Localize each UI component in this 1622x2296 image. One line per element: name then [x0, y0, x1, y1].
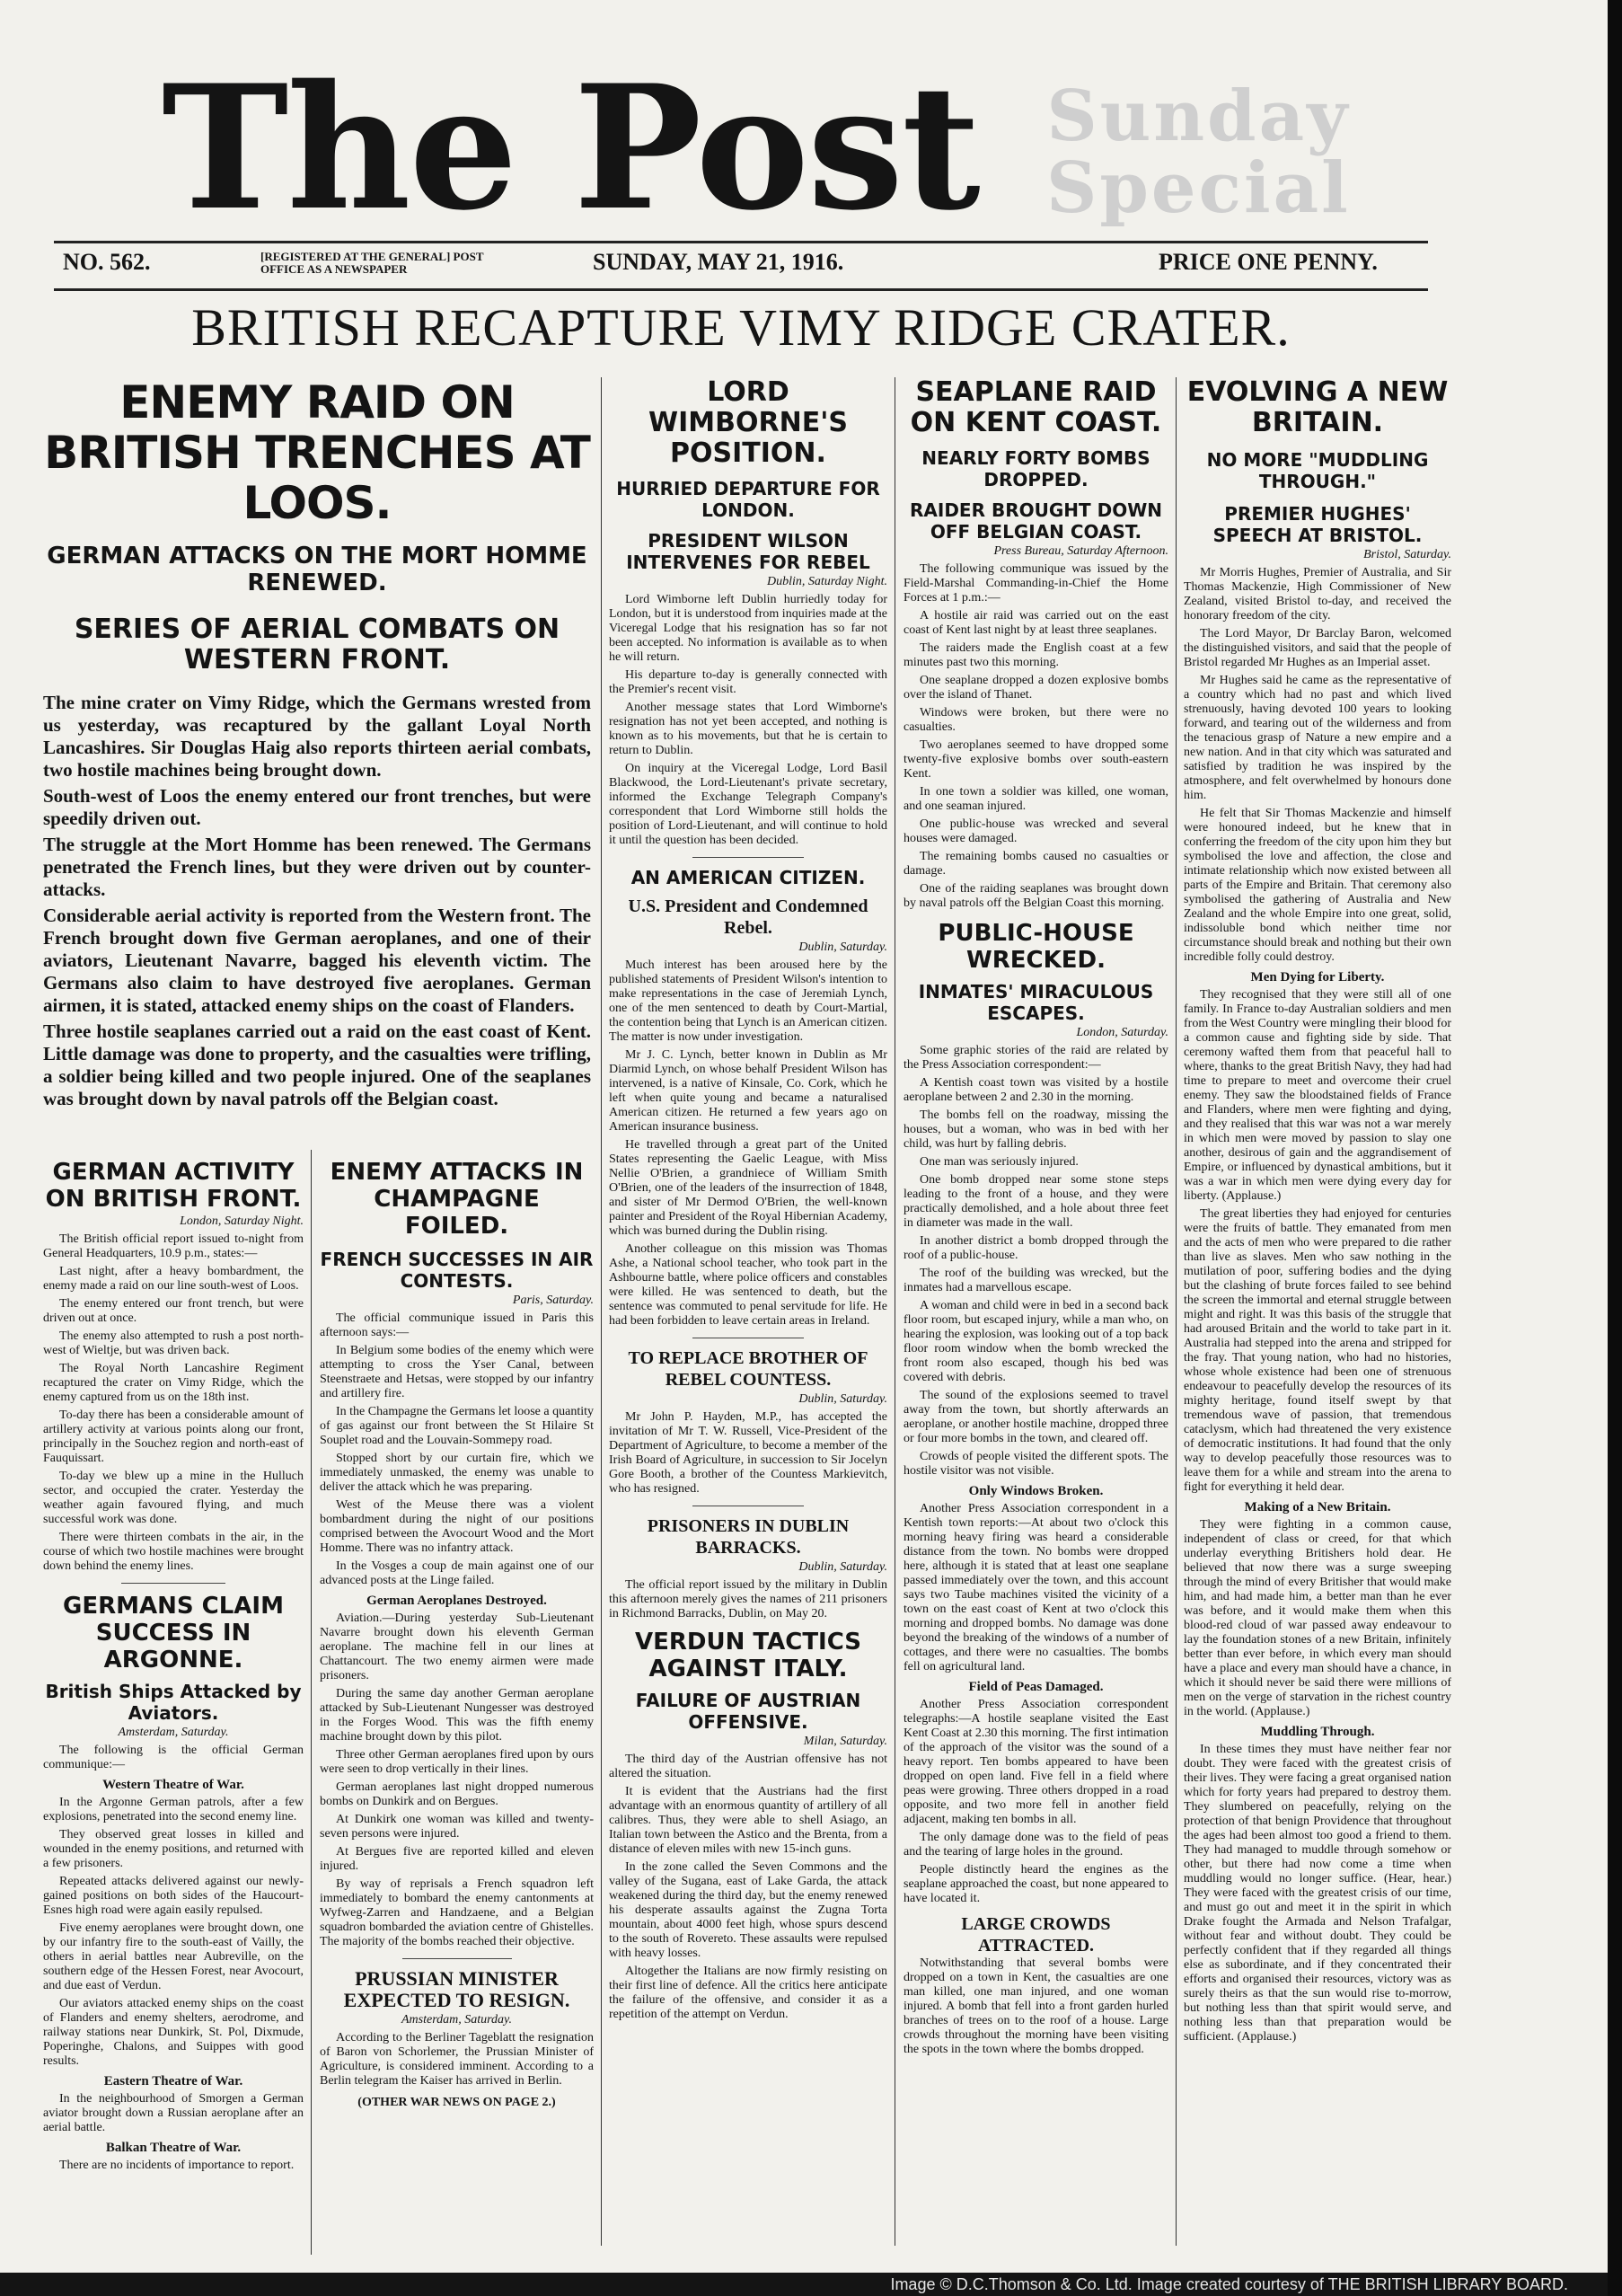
lead-paragraph: Considerable aerial activity is reported from the Western front. The French brought down five German aeroplanes, and one of their aviators, Lieutenant Navarre, bagged his eleventh victim. The Germans also claim to have destroyed five aeroplanes. German airmen, it is stated, attacked enemy ships on the coast of Flanders. — [43, 905, 591, 1016]
headline-new-britain: EVOLVING A NEW BRITAIN. — [1186, 377, 1449, 438]
subhead-raider-brought-down: RAIDER BROUGHT DOWN OFF BELGIAN COAST. — [910, 499, 1162, 543]
paragraph: They were fighting in a common cause, independent of class or creed, for that which underlay everything Britishers hold dear. He believed that now there was a surge sweeping through the mind of every Britisher that would make him, and had made him, a better man than he ever was before, and it would make them when this blood-red cloud of war passed away endeavour to lay the foundation stones of a new Britain, infinitely better than ever before, in which every man should have a place and every man should have a chance, in which it should never be said there were millions of men on the verge of starvation in the richest country in the world. (Applause.) — [1184, 1518, 1451, 1718]
paragraph: In these times they must have neither fear nor doubt. They were faced with the greatest crisis of their lives. They were facing a great organised nation which for forty years had prepared to destroy them. They slumbered on peacefully, relying on the protection of that benign Providence that throughout the ages had been almost too good a friend to them. They had managed to muddle through somehow or other, but there had now come a time when muddling would no longer suffice. (Hear, hear.) They were faced with the greatest crisis of our time, and must go out and meet it in the spirit in which Drake fought the Armada and Nelson Trafalgar, without fear and without doubt. They could be perfectly confident that if they regarded all things else as subordinate, and if they concentrated their efforts and organised their resources, victory was as surely theirs as that the sun would rise to-morrow, but nothing less than that spirit would serve, and nothing less than that preparation would be sufficient. (Applause.) — [1184, 1743, 1451, 2044]
paragraph: Much interest has been aroused here by the published statements of President Wilson's intention to make representations in the case of Jeremiah Lynch, one of the men sentenced to death by Court-Martial, the contention being that Lynch is an American citizen. The matter is now under investigation. — [609, 958, 887, 1044]
dateline: Dublin, Saturday. — [798, 940, 887, 954]
paragraph: The enemy entered our front trench, but were driven out at once. — [43, 1297, 304, 1325]
paragraph: Repeated attacks delivered against our newly-gained positions on both sides of the Haucourt-Esnes high road were again easily repulsed. — [43, 1875, 304, 1917]
paragraph: The only damage done was to the field of peas and the tearing of large holes in the ground. — [904, 1831, 1168, 1859]
paragraph: He travelled through a great part of the United States representing the Gaelic League, with Miss Nellie O'Brien, a grandniece of William Smith O'Brien, one of the leaders of the insurrection of 1848, and sister of Mr Dermod O'Brien, the well-known painter and President of the Royal Hibernian Academy, which was burned during the Dublin rising. — [609, 1138, 887, 1238]
subhead-austrian-offensive: FAILURE OF AUSTRIAN OFFENSIVE. — [635, 1690, 861, 1733]
subhead-forty-bombs: NEARLY FORTY BOMBS DROPPED. — [921, 447, 1150, 490]
divider — [121, 1583, 225, 1584]
paragraph: Another Press Association correspondent telegraphs:—A hostile seaplane visited the East Kent Coast at 2.30 this morning. The first intimation of the approach of the visitor was the sound of a heavy report. Ten bombs appeared to have been dropped on open land. Five fell in a field where peas were growing. Three others dropped in a road opposite, and two more fell in another field adjacent, making ten bombs in all. — [904, 1698, 1168, 1826]
dateline: Paris, Saturday. — [512, 1294, 594, 1307]
paragraph: Lord Wimborne left Dublin hurriedly today for London, but it is understood from inquiries made at the Viceregal Lodge that his resignation has so far not been accepted. No information is available as to when he will return. — [609, 593, 887, 664]
paragraph: It is evident that the Austrians had the first advantage with an enormous quantity of artillery of all calibres. Thus, they were able to shell Asiago, an Italian town between the Astico and the Brenta, from a distance of eleven miles with new 15-inch guns. — [609, 1785, 887, 1856]
paragraph: The bombs fell on the roadway, missing the houses, but a woman, who was in bed with her child, was hurt by falling debris. — [904, 1108, 1168, 1151]
headline-large-crowds: LARGE CROWDS ATTRACTED. — [961, 1914, 1111, 1956]
paragraph: In the Vosges a coup de main against one of our advanced posts at the Linge failed. — [320, 1559, 594, 1587]
paragraph: They observed great losses in killed and wounded in the enemy positions, and returned with a few prisoners. — [43, 1828, 304, 1870]
special-line-1: Sunday — [1046, 75, 1351, 157]
paragraph: Three other German aeroplanes fired upon by ours were seen to drop vertically in their lines. — [320, 1748, 594, 1776]
dateline: Milan, Saturday. — [803, 1735, 887, 1748]
issue-number: NO. 562. — [63, 249, 151, 275]
divider — [402, 1958, 512, 1959]
paragraph: German aeroplanes last night dropped numerous bombs on Dunkirk and on Bergues. — [320, 1780, 594, 1808]
lead-subhead-1: GERMAN ATTACKS ON THE MORT HOMME RENEWED. — [47, 543, 587, 596]
lead-paragraph: Three hostile seaplanes carried out a raid on the east coast of Kent. Little damage was done to property, and the casualties were trifling, a soldier being killed and two people injured. One of the seaplanes was brought down by naval patrols off the Belgian coast. — [43, 1020, 591, 1109]
subhead-men-dying: Men Dying for Liberty. — [1250, 970, 1385, 985]
lead-subhead-2: SERIES OF AERIAL COMBATS ON WESTERN FRONT. — [74, 614, 560, 676]
paragraph: One of the raiding seaplanes was brought down by naval patrols off the Belgian Coast this morning. — [904, 882, 1168, 910]
paragraph: Notwithstanding that several bombs were dropped on a town in Kent, the casualties are one man killed, one man injured, and one woman injured. A bomb that fell into a front garden hurled branches of trees on to the roof of a house. Large crowds throughout the morning have been visiting the spots in the town where the bombs dropped. — [904, 1956, 1168, 2056]
column-new-britain — [1184, 377, 1451, 2246]
subhead-miraculous-escapes: INMATES' MIRACULOUS ESCAPES. — [918, 981, 1154, 1024]
paragraph: A hostile air raid was carried out on the east coast of Kent last night by at least three seaplanes. — [904, 609, 1168, 637]
paragraph: One public-house was wrecked and several houses were damaged. — [904, 817, 1168, 845]
issue-info-bar — [54, 241, 1428, 291]
headline-wimborne: LORD WIMBORNE'S POSITION. — [648, 377, 848, 469]
column-champagne — [320, 1159, 594, 2255]
headline-american-citizen: AN AMERICAN CITIZEN. — [630, 867, 866, 888]
paragraph: The Lord Mayor, Dr Barclay Baron, welcomed the distinguished visitors, and said that the people of Bristol regarded Mr Hughes as an Imperial asset. — [1184, 627, 1451, 669]
column-seaplane-raid — [904, 377, 1168, 2246]
paragraph: One bomb dropped near some stone steps leading to the front of a house, and they were practically demolished, and a hole about three feet in diameter was made in the wall. — [904, 1173, 1168, 1230]
headline-argonne: GERMANS CLAIM SUCCESS IN ARGONNE. — [63, 1593, 284, 1673]
paragraph: At Bergues five are reported killed and eleven injured. — [320, 1845, 594, 1873]
special-line-2: Special — [1046, 147, 1351, 229]
headline-champagne: ENEMY ATTACKS IN CHAMPAGNE FOILED. — [330, 1159, 584, 1240]
paragraph: Mr Hughes said he came as the representative of a country which had no past and which lived strenuously, having devoted 100 years to looking forward, and tearing out of the wilderness and from the tenacious grasp of Nature a new empire and a new nation. And in that city which was saturated and satisfied by tradition he was inspired by the atmosphere, and felt overwhelmed by honours done him. — [1184, 674, 1451, 802]
dateline: London, Saturday. — [1076, 1026, 1168, 1039]
subhead-muddling: Muddling Through. — [1260, 1725, 1375, 1739]
paragraph: Two aeroplanes seemed to have dropped some twenty-five explosive bombs over south-eastern Kent. — [904, 738, 1168, 781]
dateline: Dublin, Saturday. — [798, 1560, 887, 1574]
registration-note: [REGISTERED AT THE GENERAL] POST OFFICE AS A NEWSPAPER — [260, 250, 484, 276]
paragraph: Windows were broken, but there were no casualties. — [904, 706, 1168, 734]
column-wimborne — [609, 377, 887, 2246]
divider — [692, 857, 804, 858]
paragraph: In the Champagne the Germans let loose a quantity of gas against our front between the St Hilaire St Souplet road and the Louvain-Sommepy road. — [320, 1405, 594, 1447]
paragraph: Another Press Association correspondent in a Kentish town reports:—At about two o'clock this morning heavy firing was heard a considerable distance from the town. No bombs were dropped here, although it is stated that at least one seaplane passed immediately over the town, and this account says two Taube machines visited the vicinity of a town on the east coast of Kent at two o'clock this morning and dropped bombs. No damage was done beyond the breaking of the windows of a number of cottages, and there were no casualties. The bombs fell on agricultural land. — [904, 1502, 1168, 1673]
paragraph: The official report issued by the military in Dublin this afternoon merely gives the names of 211 prisoners in Richmond Barracks, Dublin, on May 20. — [609, 1578, 887, 1620]
paragraph: Stopped short by our curtain fire, which we immediately unmasked, the enemy was unable to deliver the attack which he was preparing. — [320, 1452, 594, 1494]
dateline: London, Saturday Night. — [180, 1214, 304, 1228]
subhead-president-wilson: PRESIDENT WILSON INTERVENES FOR REBEL — [626, 530, 870, 573]
paragraph: Mr Morris Hughes, Premier of Australia, and Sir Thomas Mackenzie, High Commissioner of New Zealand, visited Bristol to-day, and received the honorary freedom of the city. — [1184, 566, 1451, 623]
paragraph: Our aviators attacked enemy ships on the coast of Flanders and enemy shelters, aerodrome, and railway stations near Dunkirk, St. Pol, Dixmude, Poperinghe, Chalons, and Suippes with good results. — [43, 1997, 304, 2068]
subhead-condemned-rebel: U.S. President and Condemned Rebel. — [628, 896, 868, 938]
subhead-british-ships: British Ships Attacked by Aviators. — [45, 1681, 302, 1724]
dateline: Bristol, Saturday. — [1363, 548, 1451, 561]
paragraph: In the neighbourhood of Smorgen a German aviator brought down a Russian aeroplane after an aerial battle. — [43, 2092, 304, 2134]
lead-paragraph: South-west of Loos the enemy entered our front trenches, but were speedily driven out. — [43, 785, 591, 829]
paragraph: In the zone called the Seven Commons and the valley of the Sugana, east of Lake Garda, the attack weakened during the third day, but the enemy renewed his desperate assaults against the Zugna Torta mountain, about 4000 feet high, whose spurs descend to the south of Rovereto. These assaults were repulsed with heavy losses. — [609, 1860, 887, 1960]
subhead-western-theatre: Western Theatre of War. — [102, 1778, 244, 1792]
paragraph: There are no incidents of importance to report. — [59, 2159, 295, 2172]
paragraph: According to the Berliner Tageblatt the resignation of Baron von Schorlemer, the Prussian Minister of Agriculture, is considered imminent. According to a Berlin telegram the Kaiser has arrived in Berlin. — [320, 2031, 594, 2088]
subhead-muddling-through: NO MORE "MUDDLING THROUGH." — [1206, 449, 1429, 492]
paragraph: One seaplane dropped a dozen explosive bombs over the island of Thanet. — [904, 674, 1168, 702]
paragraph: Crowds of people visited the different spots. The hostile visitor was not visible. — [904, 1450, 1168, 1478]
main-banner-headline: BRITISH RECAPTURE VIMY RIDGE CRATER. — [191, 298, 1291, 357]
other-war-news-note: (OTHER WAR NEWS ON PAGE 2.) — [357, 2096, 556, 2109]
paragraph: Five enemy aeroplanes were brought down, one by our infantry fire to the south-east of Vailly, the others in aerial battles near Aubreville, on the southern edge of the Hessen Forest, near Avocourt, and due east of Verdun. — [43, 1921, 304, 1992]
masthead — [54, 48, 1581, 248]
subhead-aeroplanes-destroyed: German Aeroplanes Destroyed. — [366, 1594, 547, 1608]
paragraph: Another message states that Lord Wimborne's resignation has not yet been accepted, and nothing is known as to his movements, but that he is certain to return to Dublin. — [609, 701, 887, 757]
dateline: Dublin, Saturday Night. — [766, 575, 887, 588]
headline-rebel-countess: TO REPLACE BROTHER OF REBEL COUNTESS. — [628, 1348, 868, 1390]
paragraph: A woman and child were in bed in a second back floor room, but escaped injury, while a man who, on hearing the explosion, was looking out of a top back floor room window when the bomb wrecked the front room also escaped, though his bed was covered with debris. — [904, 1299, 1168, 1384]
paragraph: The remaining bombs caused no casualties or damage. — [904, 850, 1168, 878]
paragraph: In the Argonne German patrols, after a few explosions, penetrated into the second enemy line. — [43, 1796, 304, 1824]
paragraph: At Dunkirk one woman was killed and twenty-seven persons were injured. — [320, 1813, 594, 1841]
paragraph: The great liberties they had enjoyed for centuries were the fruits of battle. They emanated from men and the acts of men who were prepared to die rather than live as slaves. Men who saw nothing in the mutilation of poor, suffering bodies and the dying but the clashing of brute forces failed to see behind the screen the immortal and eternal struggle between might and right. It was this basis of the struggle that had aroused Britain and the world to take part in it. Australia had stepped into the arena and stripped for the fray. That young nation, who had no histories, whose whole existence had been one of strenuous endeavour to peacefully develop the resources of its mighty heritage, found itself swept by that tremendous wave of passion, that tremendous cataclysm, which had threatened the very existence of democratic institutions. It had found that the only way to develop peacefully those resources was to leave them for a while and stream into the arena to fight for everything it held dear. — [1184, 1207, 1451, 1494]
paragraph: On inquiry at the Viceregal Lodge, Lord Basil Blackwood, the Lord-Lieutenant's private secretary, informed the Exchange Telegraph Company's correspondent that Lord Wimborne still holds the position of Lord-Lieutenant, and will continue to hold it until the question has been decided. — [609, 762, 887, 847]
paragraph: The raiders made the English coast at a few minutes past two this morning. — [904, 641, 1168, 669]
paragraph: The third day of the Austrian offensive has not altered the situation. — [609, 1753, 887, 1780]
paragraph: Mr J. C. Lynch, better known in Dublin as Mr Diarmid Lynch, on whose behalf President Wilson has intervened, is a native of Kinsale, Co. Cork, which he left when quite young and became a naturalised American citizen. He returned a few years ago on American insurance business. — [609, 1048, 887, 1134]
dateline: Press Bureau, Saturday Afternoon. — [993, 544, 1168, 558]
sunday-special-stamp — [1046, 75, 1351, 229]
paragraph: The official communique issued in Paris this afternoon says:— — [320, 1311, 594, 1339]
paragraph: The following is the official German communique:— — [43, 1744, 304, 1771]
paragraph: To-day we blew up a mine in the Hulluch sector, and occupied the crater. Yesterday the weather again favoured flying, and much successful work was done. — [43, 1470, 304, 1526]
paragraph: In another district a bomb dropped through the roof of a public-house. — [904, 1234, 1168, 1262]
paragraph: There were thirteen combats in the air, in the course of which two hostile machines were brought down behind the enemy lines. — [43, 1531, 304, 1573]
subhead-field-of-peas: Field of Peas Damaged. — [968, 1680, 1104, 1694]
subhead-making-new-britain: Making of a New Britain. — [1244, 1500, 1391, 1514]
column-german-activity — [43, 1159, 304, 2255]
paragraph: One man was seriously injured. — [920, 1155, 1079, 1169]
headline-prussian-minister: PRUSSIAN MINISTER EXPECTED TO RESIGN. — [343, 1967, 570, 2011]
paragraph: The Royal North Lancashire Regiment recaptured the crater on Vimy Ridge, which the enemy captured from us on the 18th inst. — [43, 1362, 304, 1404]
paragraph: The enemy also attempted to rush a post north-west of Wieltje, but was driven back. — [43, 1329, 304, 1357]
column-rule — [311, 1150, 312, 2255]
subhead-windows-broken: Only Windows Broken. — [968, 1484, 1104, 1498]
paragraph: The British official report issued to-night from General Headquarters, 10.9 p.m., states:— — [43, 1232, 304, 1260]
lead-paragraph: The mine crater on Vimy Ridge, which the Germans wrested from us yesterday, was recaptured by the gallant Loyal North Lancashires. Sir Douglas Haig also reports thirteen aerial combats, two hostile machines being brought down. — [43, 692, 591, 781]
paragraph: In Belgium some bodies of the enemy which were attempting to cross the Yser Canal, between Steenstraete and Hetsas, were stopped by our infantry and artillery fire. — [320, 1344, 594, 1400]
paragraph: Altogether the Italians are now firmly resisting on their first line of defence. All the critics here anticipate the failure of the offensive, and consider it as a repetition of the attempt on Verdun. — [609, 1965, 887, 2021]
paragraph: By way of reprisals a French squadron left immediately to bombard the enemy cantonments at Wyfweg-Zarren and Handzaene, and a Belgian squadron bombarded the aviation centre of Ghistelles. The majority of the bombs reached their objective. — [320, 1877, 594, 1948]
headline-public-house-wrecked: PUBLIC-HOUSE WRECKED. — [938, 920, 1134, 974]
scan-edge — [1608, 0, 1622, 2296]
column-rule — [1176, 377, 1177, 2246]
headline-dublin-barracks: PRISONERS IN DUBLIN BARRACKS. — [647, 1516, 850, 1558]
paragraph: The following communique was issued by the Field-Marshal Commanding-in-Chief the Home Forces at 1 p.m.:— — [904, 562, 1168, 605]
dateline: Amsterdam, Saturday. — [401, 2013, 512, 2027]
paragraph: Some graphic stories of the raid are related by the Press Association correspondent:— — [904, 1044, 1168, 1072]
issue-date: SUNDAY, MAY 21, 1916. — [593, 249, 844, 275]
subhead-hughes-speech: PREMIER HUGHES' SPEECH AT BRISTOL. — [1212, 503, 1423, 546]
paragraph: In one town a soldier was killed, one woman, and one seaman injured. — [904, 785, 1168, 813]
paragraph: Last night, after a heavy bombardment, the enemy made a raid on our line south-west of Loos. — [43, 1265, 304, 1293]
headline-verdun-tactics: VERDUN TACTICS AGAINST ITALY. — [634, 1629, 862, 1682]
lead-paragraph: The struggle at the Mort Homme has been renewed. The Germans penetrated the French lines, but they were driven out by counter-attacks. — [43, 834, 591, 900]
paragraph: West of the Meuse there was a violent bombardment during the night of our positions comprised between the Avocourt Wood and the Mort Homme. There was no infantry attack. — [320, 1498, 594, 1555]
paragraph: A Kentish coast town was visited by a hostile aeroplane between 2 and 2.30 in the morning. — [904, 1076, 1168, 1104]
lead-headline: ENEMY RAID ON BRITISH TRENCHES AT LOOS. — [44, 377, 590, 529]
paragraph: During the same day another German aeroplane attacked by Sub-Lieutenant Nungesser was destroyed in the Forges Wood. This was the fifth enemy machine brought down by this pilot. — [320, 1687, 594, 1744]
newspaper-title: The Post — [162, 48, 979, 248]
headline-seaplane-raid: SEAPLANE RAID ON KENT COAST. — [910, 377, 1162, 438]
paragraph: Another colleague on this mission was Thomas Ashe, a National school teacher, who took part in the Ashbourne battle, where police officers and constables were killed. He was sentenced to death, but the sentence was commuted to penal servitude for life. He had been forbidden to leave certain areas in Ireland. — [609, 1242, 887, 1328]
dateline: Dublin, Saturday. — [798, 1392, 887, 1406]
paragraph: Mr John P. Hayden, M.P., has accepted the invitation of Mr T. W. Russell, Vice-President of the Department of Agriculture, to become a member of the Irish Board of Agriculture, in succession to Sir Jocelyn Gore Booth, a brother of the Countess Markievitch, who has resigned. — [609, 1410, 887, 1496]
paragraph: He felt that Sir Thomas Mackenzie and himself were honoured indeed, but he knew that in conferring the freedom of the city upon him they but symbolised the love and affection, the close and intimate relationship which now existed between all parts of the Empire and Britain. That ceremony also symbolised the gathering of Australia and New Zealand and the whole Empire into one great, solid, indissoluble bond which neither time nor circumstance should break and nothing but their own incredible folly could destroy. — [1184, 807, 1451, 964]
subhead-french-successes: FRENCH SUCCESSES IN AIR CONTESTS. — [320, 1249, 594, 1292]
paragraph: People distinctly heard the engines as the seaplane approached the coast, but none appeared to have located it. — [904, 1863, 1168, 1905]
headline-german-activity: GERMAN ACTIVITY ON BRITISH FRONT. — [45, 1159, 302, 1213]
paragraph: The sound of the explosions seemed to travel away from the town, but shortly afterwards an aeroplane, or another hostile machine, dropped three or four more bombs in the town, and cleared off. — [904, 1389, 1168, 1445]
paragraph: His departure to-day is generally connected with the Premier's recent visit. — [609, 668, 887, 696]
paragraph: To-day there has been a considerable amount of artillery activity at various points along our front, principally in the Souchez region and north-east of Fauquissart. — [43, 1409, 304, 1465]
paragraph: They recognised that they were still all of one family. In France to-day Australian soldiers and men from the West Country were mingling their blood for a common cause and fighting side by side. That ceremony wafted them from that peaceful hall to where, thanks to the great British Navy, they had had time to prepare to meet and overcome their cruel enemy. They saw the bloodstained fields of France and Flanders, where men were fighting and dying, and they realised that this war was not a war merely in which men were moved by passion to slay one another, desirous of gain and the aggrandisement of Empire, or influenced by dynastical ambitions, but it was a war in which men were dying every day for liberty. (Applause.) — [1184, 988, 1451, 1203]
subhead-hurried-departure: HURRIED DEPARTURE FOR LONDON. — [616, 478, 880, 521]
paragraph: The roof of the building was wrecked, but the inmates had a marvellous escape. — [904, 1267, 1168, 1294]
dateline: Amsterdam, Saturday. — [118, 1726, 229, 1739]
issue-price: PRICE ONE PENNY. — [1159, 249, 1378, 275]
subhead-balkan-theatre: Balkan Theatre of War. — [105, 2141, 242, 2155]
lead-story — [43, 377, 591, 1159]
paragraph: Aviation.—During yesterday Sub-Lieutenant Navarre brought down his eleventh German aeroplane. The machine fell in our lines at Chattancourt. The two enemy airmen were made prisoners. — [320, 1612, 594, 1682]
column-rule — [601, 377, 602, 2246]
image-credit: Image © D.C.Thomson & Co. Ltd. Image created courtesy of THE BRITISH LIBRARY BOARD. — [890, 2275, 1568, 2293]
subhead-eastern-theatre: Eastern Theatre of War. — [103, 2074, 243, 2088]
